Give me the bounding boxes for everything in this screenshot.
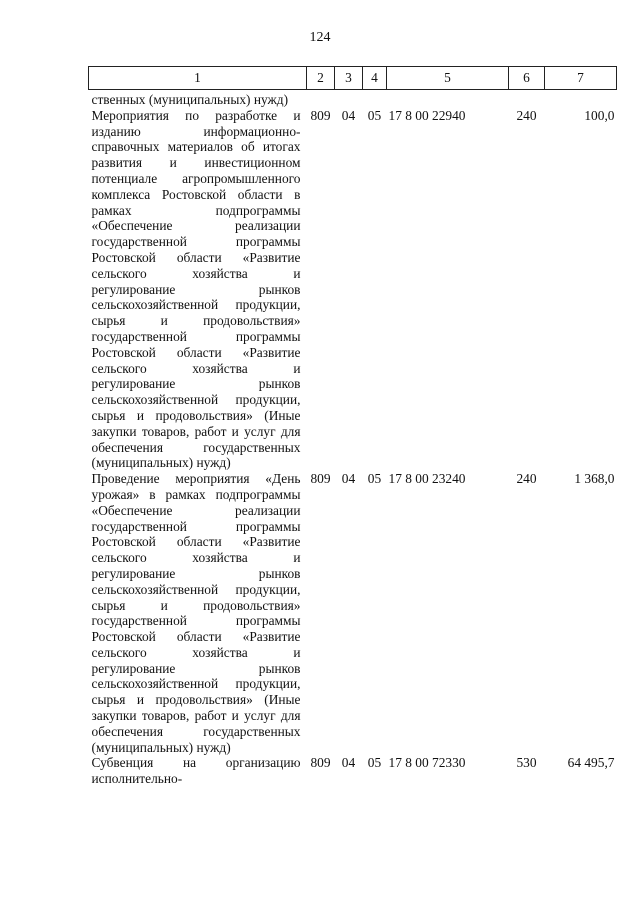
row-amount: 1 368,0 <box>574 471 615 487</box>
table-body <box>89 90 617 788</box>
column-header-1: 1 <box>89 67 307 90</box>
page-number: 124 <box>309 30 331 45</box>
row-ministry-code: 809 <box>310 755 331 771</box>
row-section-code: 04 <box>341 107 356 123</box>
table-row <box>89 108 617 471</box>
row-ministry-code: 809 <box>310 471 331 487</box>
row-description: Субвенция на организацию исполнительно- <box>91 755 301 787</box>
row-target-article: 17 8 00 72330 <box>388 755 466 771</box>
row-expense-type: 240 <box>516 107 537 123</box>
row-amount: 64 495,7 <box>567 755 615 771</box>
header-row <box>89 67 617 90</box>
row-description: Мероприятия по разработке и изданию информационно-справочных материалов об итогах развития и инвестиционном потенциале агропромышленного комплекса Ростовской области в рамках подпрограммы «Обеспечение реализации государственной программы Ростовской области «Развитие сельского хозяйства и регулирование рынков сельскохозяйственной продукции, сырья и продовольствия» государственной программы Ростовской области «Развитие сельского хозяйства и регулирование рынков сельскохозяйственной продукции, сырья и продовольствия» (Иные закупки товаров, работ и услуг для обеспечения государственных (муниципальных) нужд) <box>91 107 301 471</box>
column-header-5: 5 <box>387 67 509 90</box>
table-header <box>89 67 617 90</box>
row-section-code: 04 <box>341 471 356 487</box>
row-target-article: 17 8 00 23240 <box>388 471 466 487</box>
column-header-4: 4 <box>363 67 387 90</box>
column-header-3: 3 <box>335 67 363 90</box>
row-expense-type: 530 <box>516 755 537 771</box>
column-header-2: 2 <box>307 67 335 90</box>
row-subsection-code: 05 <box>367 471 382 487</box>
row-description: Проведение мероприятия «День урожая» в рамках подпрограммы «Обеспечение реализации государственной программы Ростовской области «Развитие сельского хозяйства и регулирование рынков сельскохозяйственной продукции, сырья и продовольствия» государственной программы Ростовской области «Развитие сельского хозяйства и регулирование рынков сельскохозяйственной продукции, сырья и продовольствия» (Иные закупки товаров, работ и услуг для обеспечения государственных (муниципальных) нужд) <box>91 471 301 755</box>
budget-table <box>88 66 617 787</box>
row-expense-type: 240 <box>516 471 537 487</box>
row-target-article: 17 8 00 22940 <box>388 107 466 123</box>
row-subsection-code: 05 <box>367 755 382 771</box>
row-amount: 100,0 <box>584 107 615 123</box>
table-row-continuation <box>89 90 617 108</box>
row-section-code: 04 <box>341 755 356 771</box>
row-description: ственных (муниципальных) нужд) <box>91 92 289 107</box>
column-header-7: 7 <box>545 67 617 90</box>
table-row <box>89 755 617 787</box>
table-row <box>89 471 617 755</box>
row-subsection-code: 05 <box>367 107 382 123</box>
column-header-6: 6 <box>509 67 545 90</box>
row-ministry-code: 809 <box>310 107 331 123</box>
